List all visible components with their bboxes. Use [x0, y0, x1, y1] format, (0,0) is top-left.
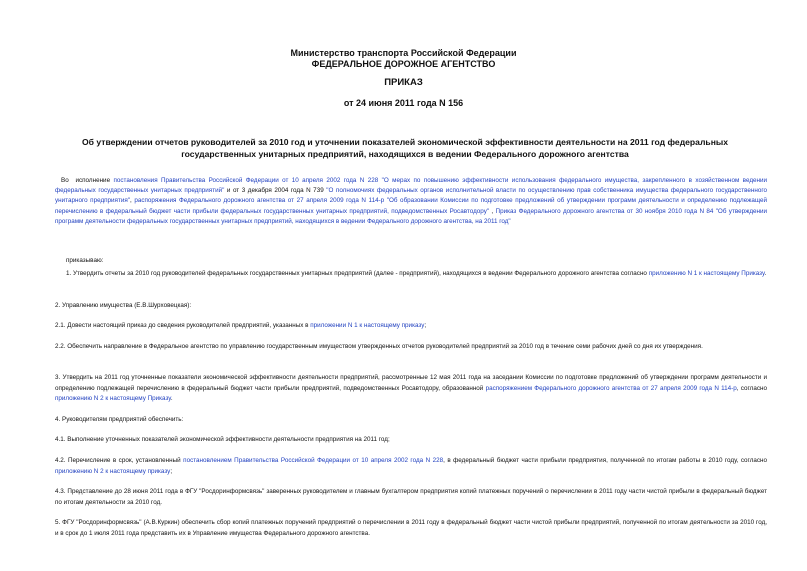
- ministry-heading: Министерство транспорта Российской Федерации: [290, 48, 517, 58]
- intro-paragraph: [55, 176, 767, 227]
- item-1: [55, 269, 767, 280]
- item-3-end: .: [170, 395, 173, 402]
- intro-word-1: Во: [61, 177, 69, 184]
- intro-text-2: ,: [130, 197, 135, 205]
- agency-heading: ФЕДЕРАЛЬНОЕ ДОРОЖНОЕ АГЕНТСТВО: [311, 59, 496, 69]
- appendix-2-link[interactable]: приложению N 2 к настоящему Приказу: [55, 395, 171, 402]
- item-1-text: 1. Утвердить отчеты за 2010 год руководителей федеральных государственных унитарных предприятий (далее - предприятий), находящихся в ведении Федерального дорожного агентства согласно: [66, 270, 649, 277]
- intro-text-1: и от 3 декабря 2004 года N 739: [224, 187, 327, 195]
- item-3-mid: , согласно: [736, 384, 767, 392]
- item-4-1: 4.1. Выполнение уточненных показателей экономической эффективности деятельности предприятия на 2011 год;: [55, 436, 390, 443]
- item-2-1: [55, 321, 767, 332]
- appendix-1-link[interactable]: приложению N 1 к настоящему Приказу: [648, 270, 765, 277]
- decree-228-link-2[interactable]: постановлением Правительства Российской Федерации от 10 апреля 2002 года N 228: [183, 457, 444, 464]
- order-84-link[interactable]: Приказ Федерального дорожного агентства от 30 ноября 2010 года N 84 "Об утверждении программ деятельности федеральных государственных унитарных предприятий, находящихся в ведении Федерального дорожного агентства, на 2011 год": [55, 207, 768, 225]
- decree-739-link[interactable]: "О полномочиях федеральных органов исполнительной власти по осуществлению прав собственника имущества федерального государственного унитарного предприятия": [55, 187, 767, 205]
- document-date-number: от 24 июня 2011 года N 156: [343, 98, 464, 108]
- order-intro: приказываю:: [66, 257, 104, 264]
- item-4-2-text: 4.2. Перечисление в срок, установленный: [55, 457, 184, 464]
- document-title: Об утверждении отчетов руководителей за 2010 год и уточнении показателей экономической эффективности деятельности на 2011 год федеральных государственных унитарных предприятий, находящихся в ведении Федерального дорожного агентства: [81, 137, 729, 159]
- decree-228-link[interactable]: постановления Правительства Российской Федерации от 10 апреля 2002 года N 228 "О мерах по повышению эффективности использования федерального имущества, закрепленного в хозяйственном ведении федеральных государственных унитарных предприятий": [55, 177, 768, 195]
- document-type: ПРИКАЗ: [384, 77, 423, 88]
- item-2-1-text: 2.1. Довести настоящий приказ до сведения руководителей предприятий, указанных в: [55, 322, 311, 329]
- item-1-end: .: [764, 270, 767, 277]
- item-4-2: [55, 456, 767, 477]
- order-114r-link-2[interactable]: распоряжением Федерального дорожного агентства от 27 апреля 2009 года N 114-р: [485, 384, 737, 392]
- item-4-2-mid: , в федеральный бюджет части прибыли предприятия, полученной по итогам работы в 2010 году, согласно: [443, 457, 768, 464]
- item-4-3: 4.3. Представление до 28 июня 2011 года в ФГУ "Росдоринформсвязь" заверенных руководителем и главным бухгалтером предприятия копий платежных поручений о перечислении в 2011 году части чистой прибыли в федеральный бюджет по итогам деятельности за 2010 год.: [55, 488, 767, 506]
- order-114r-link[interactable]: распоряжения Федерального дорожного агентства от 27 апреля 2009 года N 114-р "Об образовании Комиссии по подготовке предложений об утверждении программ деятельности и определению подлежащей перечислению в федеральный бюджет части прибыли федеральных государственных унитарных предприятий, подведомственных Росавтодору": [55, 197, 768, 215]
- item-2-2: 2.2. Обеспечить направление в Федеральное агентство по управлению государственным имуществом утвержденных отчетов руководителей предприятий за 2010 год в течение семи рабочих дней со дня их утверждения.: [55, 343, 703, 350]
- intro-text-3: ,: [489, 207, 496, 215]
- item-4: 4. Руководителям предприятий обеспечить:: [55, 416, 184, 423]
- item-2: 2. Управлению имущества (Е.В.Шурховецкая):: [55, 302, 192, 309]
- item-3-text: 3. Утвердить на 2011 год уточненные показатели экономической эффективности деятельности предприятий, рассмотренные 12 мая 2011 года на заседании Комиссии по подготовке предложений об утверждении программ деятельности и определению подлежащей перечислению в федеральный бюджет части прибыли предприятий, подведомственных Росавтодору, образованной: [55, 374, 767, 392]
- intro-word-2: исполнение: [75, 177, 111, 184]
- item-2-1-end: ;: [424, 322, 427, 329]
- item-4-2-end: ;: [170, 467, 173, 475]
- item-3: [55, 373, 767, 405]
- item-5: 5. ФГУ "Росдоринформсвязь" (А.В.Куркин) обеспечить сбор копий платежных поручений предприятий о перечислении в 2011 году в федеральный бюджет части чистой прибыли предприятий, полученной по итогам деятельности за 2010 год, и в срок до 1 июля 2011 года представить их в Управление имущества Федерального дорожного агентства.: [55, 519, 767, 537]
- appendix-1-link-2[interactable]: приложении N 1 к настоящему приказу: [310, 322, 425, 329]
- appendix-2-link-2[interactable]: приложению N 2 к настоящему приказу: [55, 467, 171, 475]
